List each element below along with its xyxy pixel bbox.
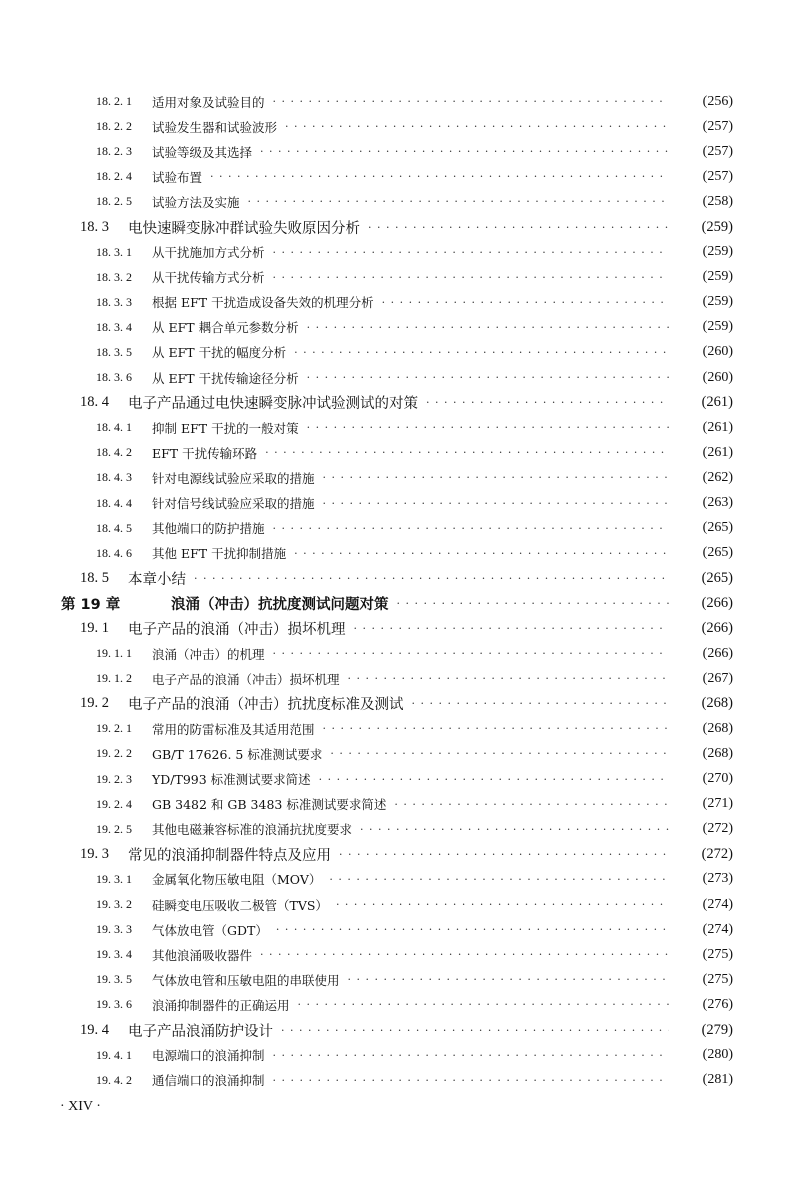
toc-entry-number: 18. 3. 1 (96, 244, 132, 259)
toc-entry-page: (266) (702, 645, 733, 661)
toc-entry-page: (261) (702, 419, 733, 435)
toc-entry-title: 从 EFT 干扰传输途径分析 (152, 370, 299, 386)
dot-leader (348, 974, 669, 985)
toc-entry-title: 金属氧化物压敏电阻（MOV） (152, 872, 322, 888)
toc-subsection-entry[interactable] (0, 792, 793, 817)
dot-leader (339, 849, 669, 860)
toc-subsection-entry[interactable] (0, 917, 793, 942)
toc-entry-number: 19. 4 (80, 1021, 109, 1038)
toc-entry-number: 19. 2. 4 (96, 796, 132, 811)
toc-section-entry[interactable] (0, 842, 793, 867)
toc-entry-number: 18. 4. 4 (96, 495, 132, 510)
toc-entry-number: 19. 1 (80, 620, 109, 637)
dot-leader (360, 824, 669, 835)
dot-leader (307, 372, 669, 383)
dot-leader (394, 799, 669, 810)
toc-entry-number: 19. 3. 5 (96, 972, 132, 987)
dot-leader (382, 297, 669, 308)
toc-entry-title: 抑制 EFT 干扰的一般对策 (152, 420, 299, 436)
toc-entry-title: 本章小结 (128, 571, 186, 588)
toc-entry-title: 适用对象及试验目的 (152, 94, 265, 110)
toc-entry-page: (266) (701, 594, 733, 611)
toc-entry-page: (268) (702, 720, 733, 736)
dot-leader (273, 247, 669, 258)
toc-subsection-entry[interactable] (0, 967, 793, 992)
dot-leader (354, 623, 670, 634)
toc-entry-page: (274) (702, 896, 733, 912)
toc-subsection-entry[interactable] (0, 164, 793, 189)
toc-entry-title: 浪涌抑制器件的正确运用 (152, 997, 290, 1013)
toc-entry-page: (280) (702, 1047, 733, 1063)
dot-leader (273, 96, 669, 107)
toc-entry-number: 18. 3. 3 (96, 294, 132, 309)
dot-leader (323, 472, 669, 483)
toc-entry-number: 18. 4. 5 (96, 520, 132, 535)
dot-leader (323, 498, 669, 509)
toc-entry-page: (259) (702, 244, 733, 260)
toc-entry-number: 19. 3. 1 (96, 871, 132, 886)
toc-subsection-entry[interactable] (0, 817, 793, 842)
toc-entry-page: (262) (702, 469, 733, 485)
toc-entry-title: 通信端口的浪涌抑制 (152, 1073, 265, 1089)
toc-entry-page: (276) (702, 996, 733, 1012)
table-of-contents (0, 89, 793, 1093)
toc-entry-page: (259) (702, 294, 733, 310)
toc-entry-number: 18. 3 (80, 218, 109, 235)
dot-leader (294, 548, 669, 559)
toc-entry-title: YD/T993 标准测试要求简述 (152, 772, 311, 788)
toc-subsection-entry[interactable] (0, 315, 793, 340)
toc-entry-title: 试验布置 (152, 169, 203, 185)
toc-entry-title: 针对信号线试验应采取的措施 (152, 496, 315, 512)
toc-entry-title: GB 3482 和 GB 3483 标准测试要求简述 (152, 797, 387, 813)
toc-entry-number: 19. 2 (80, 695, 109, 712)
toc-subsection-entry[interactable] (0, 767, 793, 792)
dot-leader (307, 322, 669, 333)
toc-subsection-entry[interactable] (0, 365, 793, 390)
toc-subsection-entry[interactable] (0, 89, 793, 114)
toc-entry-title: 其他电磁兼容标准的浪涌抗扰度要求 (152, 822, 353, 838)
toc-entry-number: 19. 3. 2 (96, 897, 132, 912)
toc-entry-title: 电子产品通过电快速瞬变脉冲试验测试的对策 (128, 396, 418, 413)
toc-entry-page: (260) (702, 344, 733, 360)
toc-entry-number: 19. 3. 4 (96, 947, 132, 962)
toc-entry-page: (266) (701, 620, 733, 637)
dot-leader (348, 673, 669, 684)
toc-entry-page: (257) (702, 118, 733, 134)
toc-entry-number: 19. 2. 2 (96, 746, 132, 761)
page-number-footer: · XIV · (60, 1099, 101, 1114)
dot-leader (298, 999, 669, 1010)
toc-entry-page: (271) (702, 796, 733, 812)
toc-entry-page: (267) (702, 670, 733, 686)
toc-entry-title: 电子产品的浪涌（冲击）抗扰度标准及测试 (128, 697, 404, 714)
toc-entry-title: 从干扰传输方式分析 (152, 270, 265, 286)
toc-subsection-entry[interactable] (0, 541, 793, 566)
dot-leader (273, 648, 669, 659)
dot-leader (412, 698, 670, 709)
toc-entry-title: 常用的防雷标准及其适用范围 (152, 721, 315, 737)
toc-entry-page: (275) (702, 971, 733, 987)
dot-leader (294, 347, 669, 358)
toc-subsection-entry[interactable] (0, 189, 793, 214)
toc-entry-page: (256) (702, 93, 733, 109)
toc-entry-title: 其他端口的防护措施 (152, 521, 265, 537)
toc-entry-number: 18. 2. 1 (96, 94, 132, 109)
dot-leader (397, 598, 670, 609)
toc-entry-number: 18. 2. 4 (96, 169, 132, 184)
toc-entry-number: 第 19 章 (61, 596, 121, 613)
toc-subsection-entry[interactable] (0, 114, 793, 139)
toc-subsection-entry[interactable] (0, 516, 793, 541)
toc-section-entry[interactable] (0, 214, 793, 239)
dot-leader (260, 146, 669, 157)
toc-entry-number: 18. 4. 2 (96, 445, 132, 460)
toc-subsection-entry[interactable] (0, 666, 793, 691)
toc-entry-page: (259) (701, 218, 733, 235)
dot-leader (426, 397, 669, 408)
toc-entry-page: (258) (702, 193, 733, 209)
toc-entry-page: (273) (702, 871, 733, 887)
toc-entry-page: (272) (701, 845, 733, 862)
dot-leader (265, 447, 669, 458)
toc-entry-title: 其他 EFT 干扰抑制措施 (152, 546, 287, 562)
toc-entry-number: 18. 3. 5 (96, 344, 132, 359)
toc-entry-number: 19. 4. 2 (96, 1072, 132, 1087)
toc-entry-page: (275) (702, 946, 733, 962)
toc-entry-page: (268) (701, 695, 733, 712)
toc-entry-page: (261) (701, 394, 733, 411)
toc-entry-number: 18. 2. 2 (96, 119, 132, 134)
toc-section-entry[interactable] (0, 390, 793, 415)
toc-entry-title: 根据 EFT 干扰造成设备失效的机理分析 (152, 295, 374, 311)
toc-subsection-entry[interactable] (0, 1068, 793, 1093)
dot-leader (248, 196, 669, 207)
toc-entry-title: 浪涌（冲击）的机理 (152, 646, 265, 662)
toc-entry-number: 18. 4. 6 (96, 545, 132, 560)
dot-leader (323, 723, 669, 734)
toc-entry-number: 19. 2. 5 (96, 821, 132, 836)
toc-chapter-entry[interactable] (0, 591, 793, 616)
toc-entry-number: 19. 3 (80, 845, 109, 862)
toc-entry-number: 19. 2. 3 (96, 771, 132, 786)
toc-entry-title: 气体放电管和压敏电阻的串联使用 (152, 972, 340, 988)
toc-entry-title: 从 EFT 耦合单元参数分析 (152, 320, 299, 336)
toc-entry-page: (260) (702, 369, 733, 385)
toc-entry-title: 电源端口的浪涌抑制 (152, 1048, 265, 1064)
toc-subsection-entry[interactable] (0, 491, 793, 516)
toc-entry-page: (257) (702, 143, 733, 159)
toc-section-entry[interactable] (0, 1017, 793, 1042)
dot-leader (307, 422, 669, 433)
dot-leader (260, 949, 669, 960)
toc-subsection-entry[interactable] (0, 867, 793, 892)
toc-entry-page: (259) (702, 269, 733, 285)
toc-entry-number: 19. 3. 3 (96, 922, 132, 937)
dot-leader (276, 924, 669, 935)
toc-entry-number: 18. 3. 6 (96, 370, 132, 385)
dot-leader (273, 523, 669, 534)
toc-entry-number: 18. 2. 5 (96, 194, 132, 209)
toc-entry-title: GB/T 17626. 5 标准测试要求 (152, 746, 323, 762)
toc-entry-page: (265) (702, 520, 733, 536)
toc-entry-title: 浪涌（冲击）抗扰度测试问题对策 (171, 596, 389, 613)
toc-entry-title: 试验方法及实施 (152, 194, 240, 210)
dot-leader (330, 748, 669, 759)
toc-entry-number: 19. 1. 1 (96, 646, 132, 661)
dot-leader (319, 774, 669, 785)
dot-leader (210, 171, 669, 182)
toc-entry-title: 从 EFT 干扰的幅度分析 (152, 345, 287, 361)
toc-entry-number: 18. 4. 3 (96, 470, 132, 485)
toc-entry-number: 19. 1. 2 (96, 671, 132, 686)
toc-entry-title: 从干扰施加方式分析 (152, 245, 265, 261)
toc-entry-title: 试验等级及其选择 (152, 144, 253, 160)
toc-entry-title: 针对电源线试验应采取的措施 (152, 470, 315, 486)
toc-entry-title: 试验发生器和试验波形 (152, 119, 278, 135)
dot-leader (194, 573, 669, 584)
toc-entry-page: (261) (702, 444, 733, 460)
toc-subsection-entry[interactable] (0, 641, 793, 666)
toc-entry-title: 硅瞬变电压吸收二极管（TVS） (152, 897, 328, 913)
toc-entry-title: 电子产品的浪涌（冲击）损坏机理 (152, 671, 340, 687)
toc-entry-page: (263) (702, 495, 733, 511)
toc-subsection-entry[interactable] (0, 1043, 793, 1068)
toc-entry-number: 19. 4. 1 (96, 1047, 132, 1062)
toc-entry-number: 18. 3. 2 (96, 269, 132, 284)
dot-leader (281, 1025, 669, 1036)
toc-entry-number: 18. 4 (80, 394, 109, 411)
toc-subsection-entry[interactable] (0, 465, 793, 490)
toc-entry-title: 电子产品浪涌防护设计 (128, 1023, 273, 1040)
toc-entry-title: 气体放电管（GDT） (152, 922, 268, 938)
toc-entry-number: 18. 2. 3 (96, 144, 132, 159)
dot-leader (273, 1050, 669, 1061)
toc-subsection-entry[interactable] (0, 892, 793, 917)
toc-entry-page: (268) (702, 745, 733, 761)
toc-entry-page: (259) (702, 319, 733, 335)
toc-entry-number: 18. 5 (80, 569, 109, 586)
toc-entry-number: 19. 2. 1 (96, 721, 132, 736)
toc-subsection-entry[interactable] (0, 415, 793, 440)
dot-leader (336, 899, 669, 910)
dot-leader (329, 874, 669, 885)
dot-leader (273, 272, 669, 283)
toc-entry-page: (272) (702, 821, 733, 837)
toc-entry-page: (279) (701, 1021, 733, 1038)
toc-entry-title: 电快速瞬变脉冲群试验失败原因分析 (128, 220, 360, 237)
toc-entry-title: 电子产品的浪涌（冲击）损坏机理 (128, 622, 346, 639)
toc-subsection-entry[interactable] (0, 440, 793, 465)
toc-entry-title: 其他浪涌吸收器件 (152, 947, 253, 963)
toc-entry-title: 常见的浪涌抑制器件特点及应用 (128, 847, 331, 864)
toc-entry-page: (265) (701, 569, 733, 586)
toc-entry-page: (257) (702, 168, 733, 184)
toc-entry-page: (265) (702, 545, 733, 561)
toc-entry-page: (270) (702, 771, 733, 787)
toc-entry-page: (281) (702, 1072, 733, 1088)
toc-entry-number: 18. 4. 1 (96, 420, 132, 435)
toc-subsection-entry[interactable] (0, 290, 793, 315)
toc-entry-number: 19. 3. 6 (96, 997, 132, 1012)
toc-section-entry[interactable] (0, 566, 793, 591)
toc-subsection-entry[interactable] (0, 992, 793, 1017)
toc-subsection-entry[interactable] (0, 741, 793, 766)
toc-entry-title: EFT 干扰传输环路 (152, 445, 258, 461)
toc-subsection-entry[interactable] (0, 265, 793, 290)
toc-entry-number: 18. 3. 4 (96, 319, 132, 334)
toc-subsection-entry[interactable] (0, 340, 793, 365)
toc-subsection-entry[interactable] (0, 240, 793, 265)
toc-subsection-entry[interactable] (0, 716, 793, 741)
dot-leader (273, 1075, 669, 1086)
toc-section-entry[interactable] (0, 616, 793, 641)
toc-subsection-entry[interactable] (0, 942, 793, 967)
dot-leader (368, 222, 669, 233)
toc-section-entry[interactable] (0, 691, 793, 716)
toc-entry-page: (274) (702, 921, 733, 937)
dot-leader (285, 121, 669, 132)
toc-subsection-entry[interactable] (0, 139, 793, 164)
